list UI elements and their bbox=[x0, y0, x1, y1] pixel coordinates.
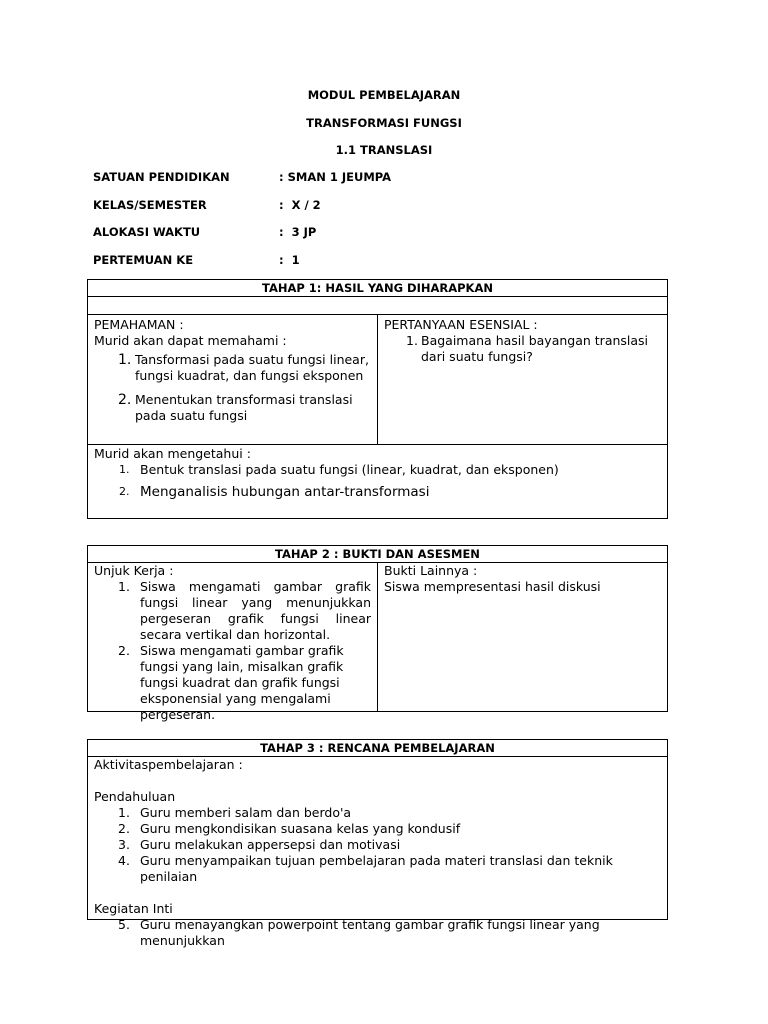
list-item bbox=[94, 821, 661, 837]
spacer bbox=[94, 773, 661, 789]
mengetahui-cell bbox=[88, 445, 667, 518]
list-text: Bagaimana hasil bayangan translasi dari suatu fungsi? bbox=[421, 333, 649, 364]
list-number: 4. bbox=[118, 853, 130, 868]
list-number: 2. bbox=[118, 821, 130, 836]
rencana-cell bbox=[88, 757, 667, 955]
list-number: 2. bbox=[118, 643, 130, 658]
list-text: Guru memberi salam dan berdo'a bbox=[140, 805, 352, 820]
unjuk-kerja-title: Unjuk Kerja : bbox=[94, 563, 174, 578]
list-item bbox=[94, 484, 661, 500]
info-label-alokasi: ALOKASI WAKTU bbox=[93, 225, 201, 239]
list-item bbox=[384, 333, 661, 365]
list-text: Bentuk translasi pada suatu fungsi (linear, kuadrat, dan eksponen) bbox=[140, 462, 559, 477]
pemahaman-list bbox=[94, 352, 371, 424]
info-label-kelas: KELAS/SEMESTER bbox=[93, 198, 207, 212]
list-item bbox=[94, 917, 661, 949]
list-number: 1. bbox=[118, 352, 132, 368]
list-number: 1. bbox=[118, 805, 130, 820]
subtopic-title: 1.1 TRANSLASI bbox=[335, 143, 433, 157]
kegiatan-inti-label: Kegiatan Inti bbox=[94, 901, 173, 916]
list-item bbox=[94, 837, 661, 853]
tahap1-header: TAHAP 1: HASIL YANG DIHARAPKAN bbox=[88, 280, 667, 297]
unjuk-kerja-list bbox=[94, 579, 371, 723]
info-label-satuan: SATUAN PENDIDIKAN bbox=[93, 170, 230, 184]
list-text: Tansformasi pada suatu fungsi linear, fungsi kuadrat, dan fungsi eksponen bbox=[135, 352, 369, 383]
list-item bbox=[94, 579, 371, 643]
info-label-pertemuan: PERTEMUAN KE bbox=[93, 253, 194, 267]
list-text: Guru melakukan appersepsi dan motivasi bbox=[140, 837, 401, 852]
list-number: 2. bbox=[118, 392, 132, 408]
info-value-kelas: : X / 2 bbox=[279, 198, 321, 212]
list-text: Siswa mengamati gambar grafik fungsi linear yang menunjukkan pergeseran grafik fungsi linear secara vertikal dan horizontal. bbox=[140, 579, 371, 642]
kegiatan-inti-list bbox=[94, 917, 661, 949]
info-value-alokasi: : 3 JP bbox=[279, 225, 317, 239]
tahap2-table bbox=[87, 545, 668, 722]
mengetahui-intro: Murid akan mengetahui : bbox=[94, 446, 251, 461]
tahap2-header: TAHAP 2 : BUKTI DAN ASESMEN bbox=[88, 546, 667, 563]
module-title: MODUL PEMBELAJARAN bbox=[307, 88, 461, 102]
tahap2-row bbox=[88, 563, 667, 722]
list-item bbox=[94, 392, 371, 424]
list-text: Menentukan transformasi translasi pada suatu fungsi bbox=[135, 392, 353, 423]
tahap3-table bbox=[87, 739, 668, 948]
list-item bbox=[94, 643, 371, 723]
list-item bbox=[94, 352, 371, 384]
list-number: 3. bbox=[118, 837, 130, 852]
list-item bbox=[94, 462, 661, 478]
unjuk-kerja-cell bbox=[88, 563, 378, 722]
pendahuluan-list bbox=[94, 805, 661, 885]
list-number: 1. bbox=[119, 463, 130, 476]
list-text: Menganalisis hubungan antar-transformasi bbox=[140, 484, 430, 500]
list-item bbox=[94, 853, 661, 885]
list-number: 2. bbox=[119, 485, 130, 498]
pemahaman-intro: Murid akan dapat memahami : bbox=[94, 333, 287, 348]
bukti-lainnya-cell bbox=[378, 563, 667, 711]
pendahuluan-label: Pendahuluan bbox=[94, 789, 176, 804]
list-text: Guru menayangkan powerpoint tentang gambar grafik fungsi linear yang menunjukkan bbox=[140, 917, 600, 948]
mengetahui-list bbox=[94, 462, 661, 500]
pemahaman-cell bbox=[88, 315, 378, 444]
bukti-lainnya-text: Siswa mempresentasi hasil diskusi bbox=[384, 579, 601, 594]
tahap1-table bbox=[87, 279, 668, 519]
list-number: 1. bbox=[406, 333, 418, 348]
topic-title: TRANSFORMASI FUNGSI bbox=[306, 116, 462, 130]
bukti-lainnya-title: Bukti Lainnya : bbox=[384, 563, 478, 578]
info-value-satuan: : SMAN 1 JEUMPA bbox=[279, 170, 392, 184]
pertanyaan-title: PERTANYAAN ESENSIAL : bbox=[384, 317, 538, 332]
pertanyaan-cell bbox=[378, 315, 667, 444]
list-number: 5. bbox=[118, 917, 130, 932]
list-text: Siswa mengamati gambar grafik fungsi yang lain, misalkan grafik fungsi kuadrat dan grafik fungsi eksponensial yang mengalami pergeseran. bbox=[140, 643, 344, 722]
info-value-pertemuan: : 1 bbox=[279, 253, 300, 267]
list-text: Guru menyampaikan tujuan pembelajaran pada materi translasi dan teknik penilaian bbox=[140, 853, 613, 884]
pemahaman-title: PEMAHAMAN : bbox=[94, 317, 184, 332]
pertanyaan-list bbox=[384, 333, 661, 365]
spacer bbox=[94, 885, 661, 901]
tahap1-row-pemahaman bbox=[88, 315, 667, 445]
aktivitas-label: Aktivitaspembelajaran : bbox=[94, 757, 243, 772]
tahap1-empty-row bbox=[88, 297, 667, 315]
list-item bbox=[94, 805, 661, 821]
tahap3-header: TAHAP 3 : RENCANA PEMBELAJARAN bbox=[88, 740, 667, 757]
list-number: 1. bbox=[118, 579, 130, 594]
list-text: Guru mengkondisikan suasana kelas yang kondusif bbox=[140, 821, 461, 836]
